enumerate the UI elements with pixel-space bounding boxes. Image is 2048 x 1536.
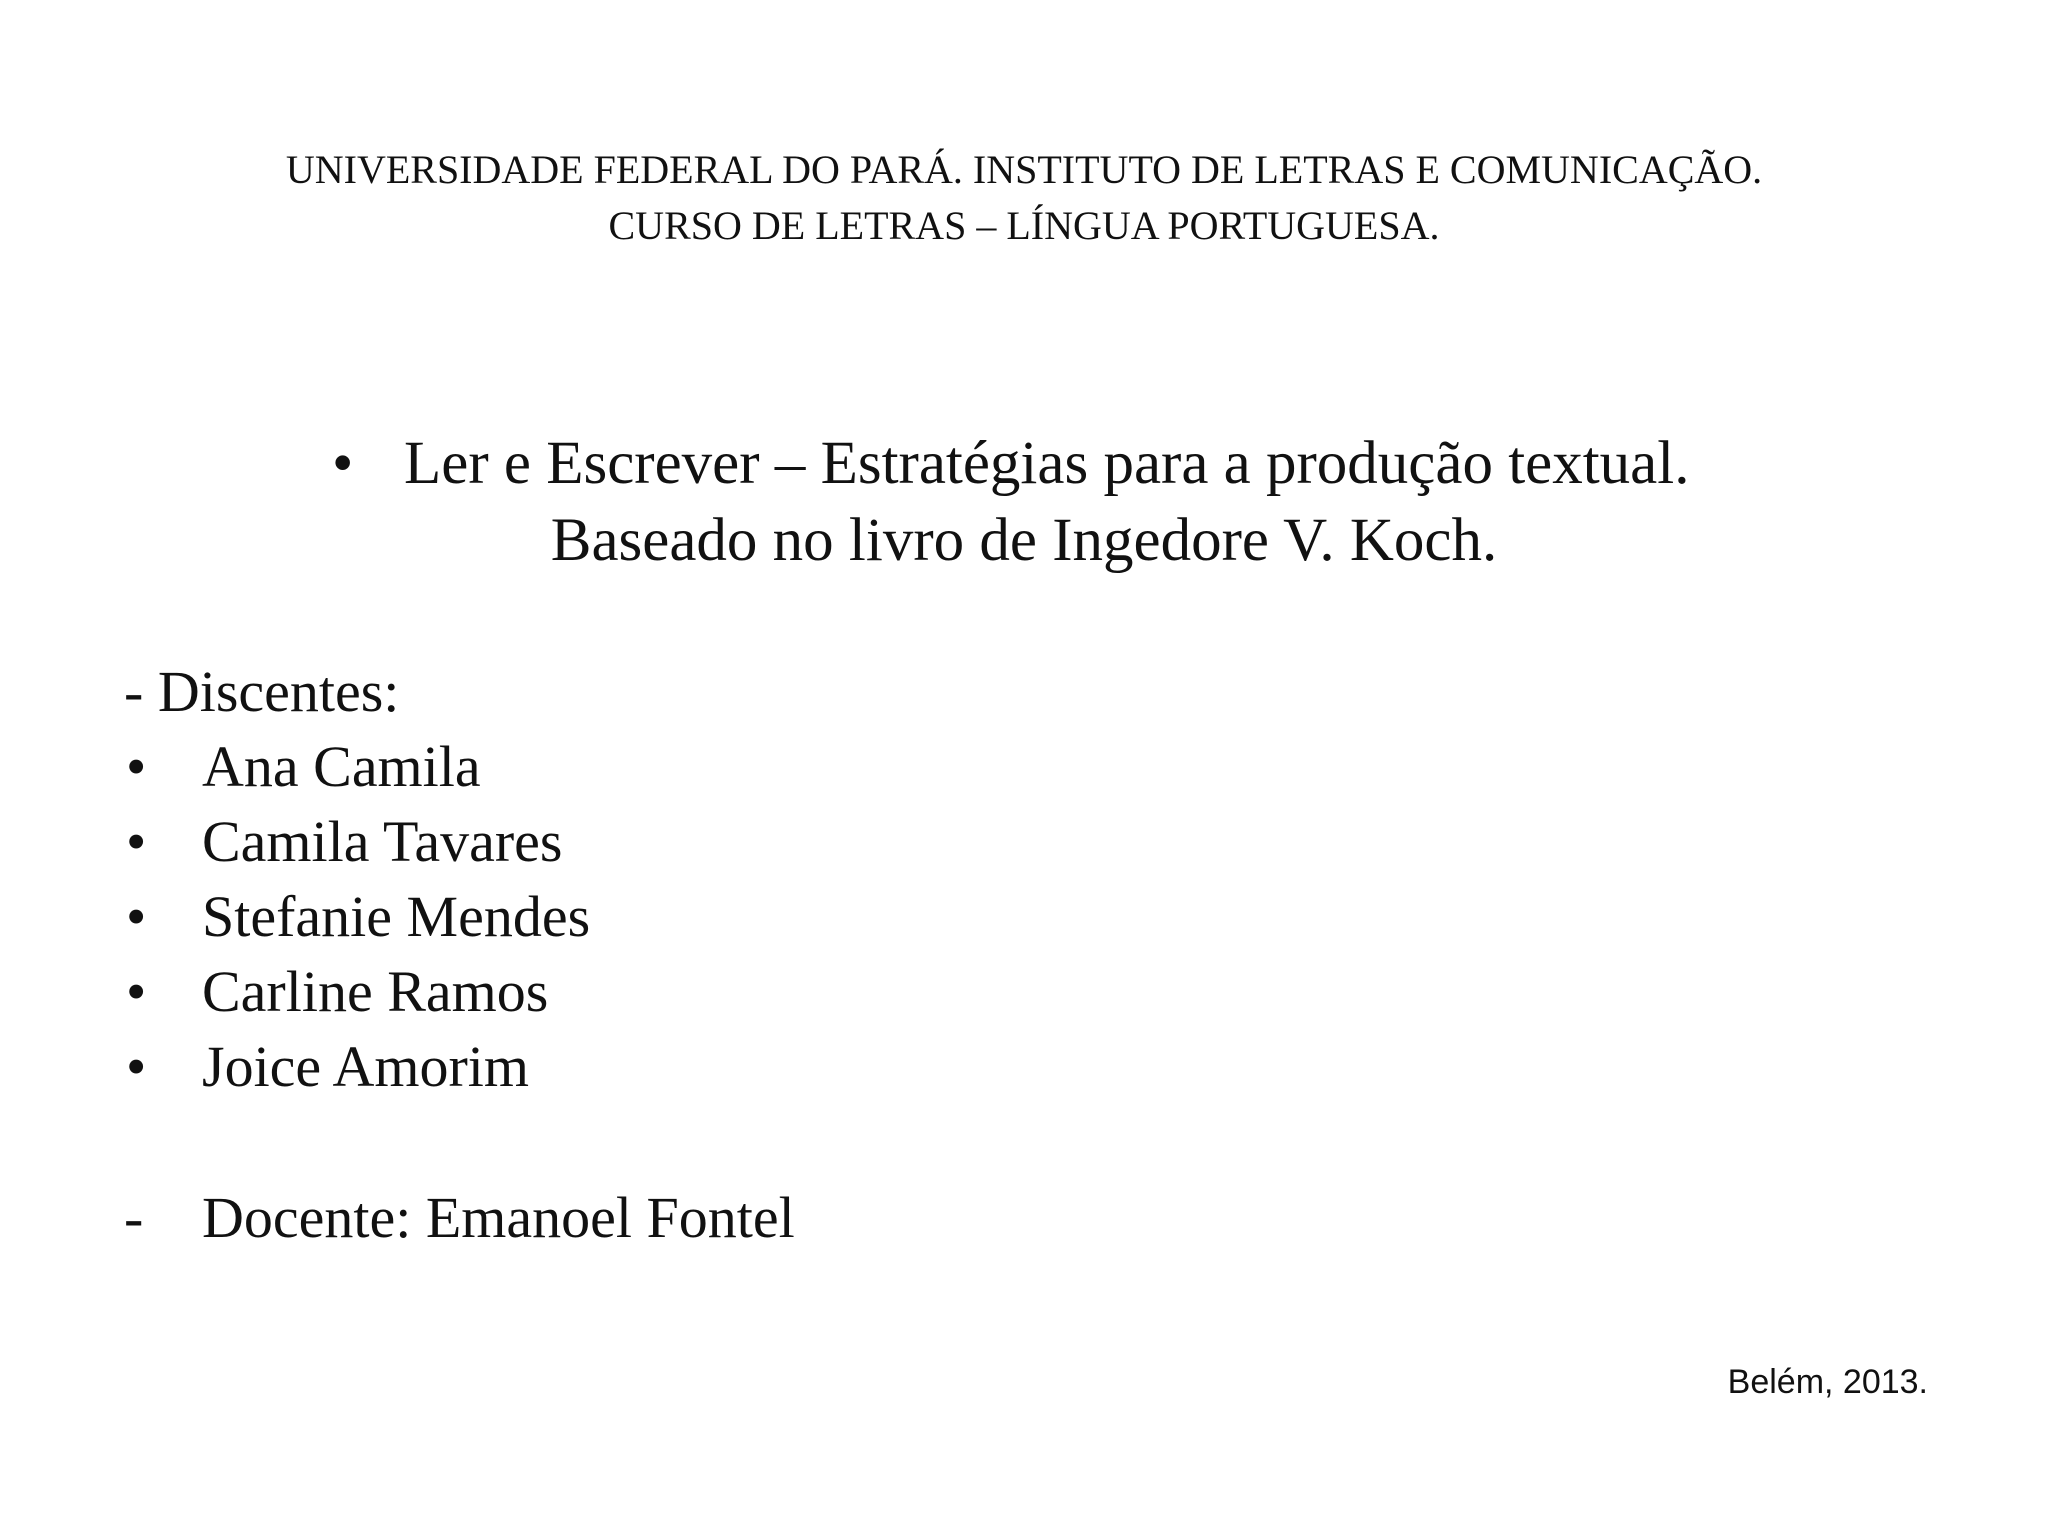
list-bullet: • bbox=[126, 809, 147, 874]
docente-line bbox=[124, 1180, 1024, 1255]
list-bullet: • bbox=[126, 884, 147, 949]
docente-dash: - bbox=[124, 1185, 144, 1250]
student-name: Ana Camila bbox=[202, 734, 481, 799]
title-bullet: • bbox=[332, 430, 354, 497]
institution-header bbox=[0, 142, 2048, 254]
institution-name: UNIVERSIDADE FEDERAL DO PARÁ. INSTITUTO DE LETRAS E COMUNICAÇÃO. bbox=[285, 147, 1763, 192]
student-name: Carline Ramos bbox=[202, 959, 549, 1024]
student-name: Stefanie Mendes bbox=[202, 884, 591, 949]
list-bullet: • bbox=[126, 1034, 147, 1099]
course-name: CURSO DE LETRAS – LÍNGUA PORTUGUESA. bbox=[608, 203, 1440, 248]
student-name: Camila Tavares bbox=[202, 809, 563, 874]
list-bullet: • bbox=[126, 959, 147, 1024]
student-name: Joice Amorim bbox=[202, 1034, 530, 1099]
place-date: Belém, 2013. bbox=[1727, 1363, 1928, 1401]
list-bullet: • bbox=[126, 734, 147, 799]
discentes-label: - Discentes: bbox=[124, 659, 400, 724]
subtitle-text: Baseado no livro de Ingedore V. Koch. bbox=[550, 507, 1498, 574]
docente-text: Docente: Emanoel Fontel bbox=[202, 1185, 795, 1250]
title-text: Ler e Escrever – Estratégias para a produção textual. bbox=[404, 430, 1690, 497]
